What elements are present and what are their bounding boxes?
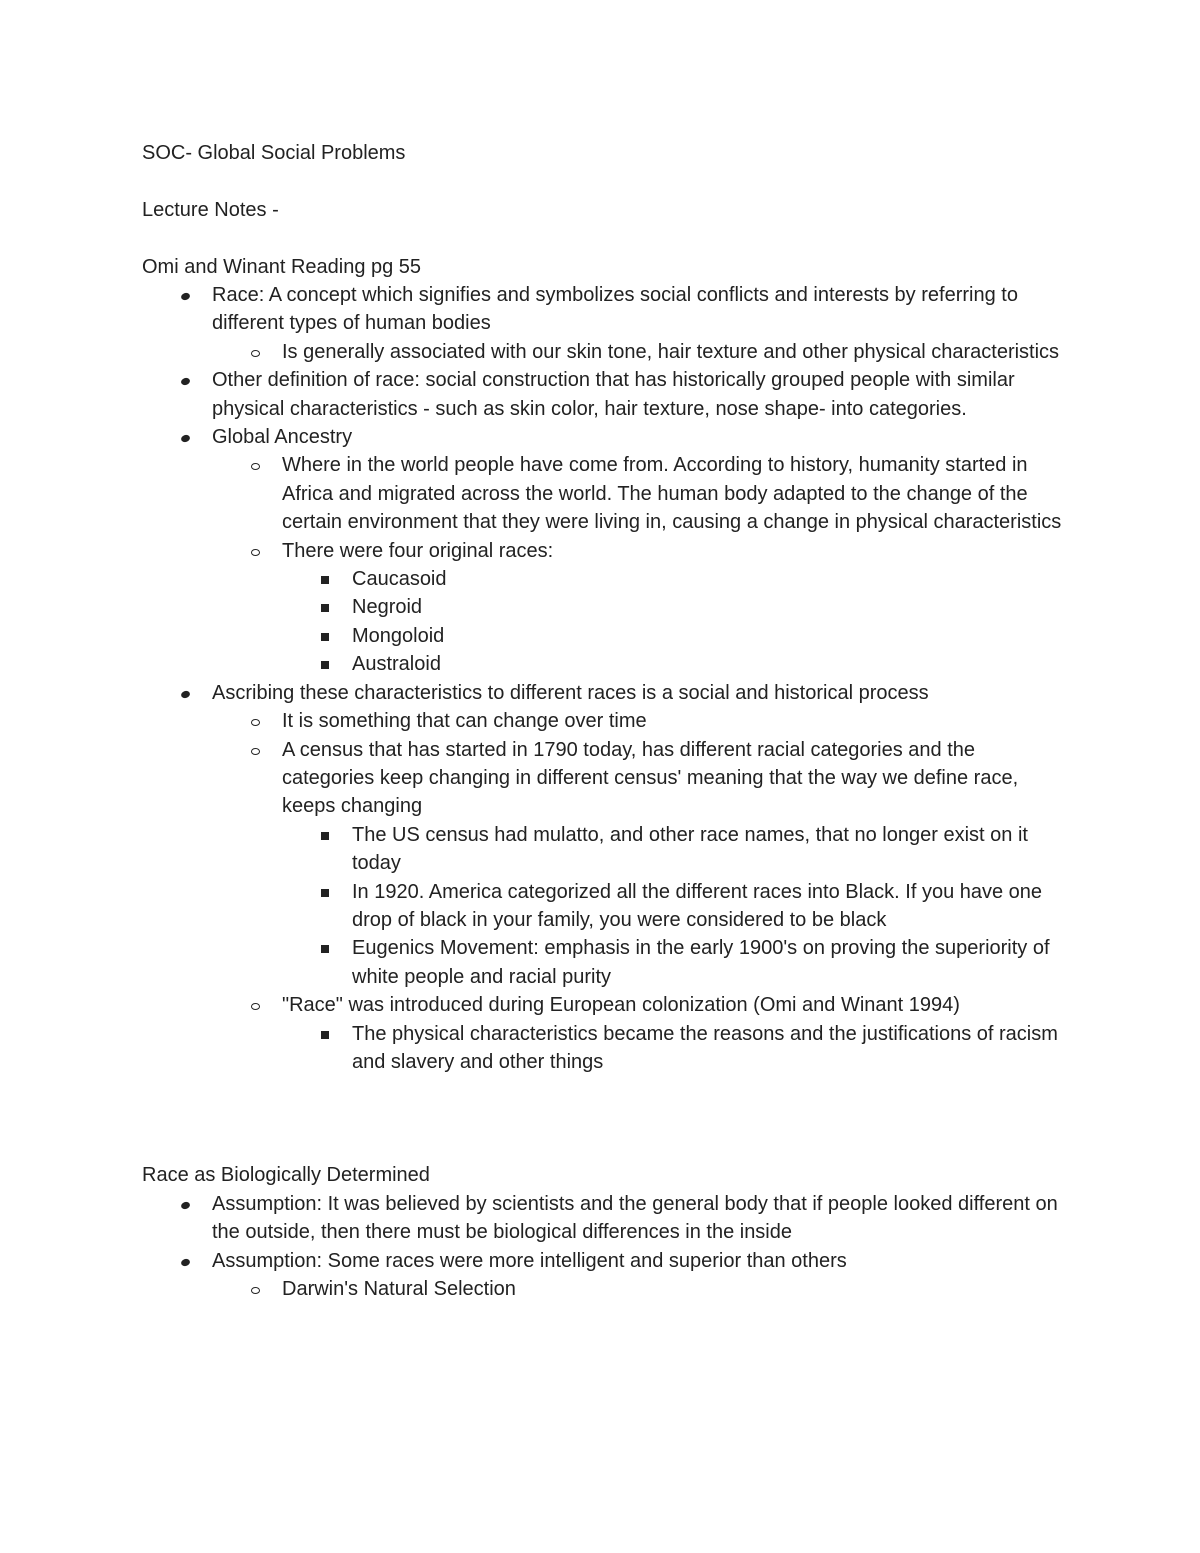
bullet-dot-icon bbox=[175, 366, 195, 394]
sub-list-item-text: Is generally associated with our skin tone, hair texture and other physical characteristics bbox=[282, 340, 1060, 363]
spacer bbox=[142, 224, 1072, 252]
bullet-circle-icon bbox=[245, 338, 265, 366]
list-item-text: Race: A concept which signifies and symbolizes social conflicts and interests by referring to different types of human bodies bbox=[212, 284, 1018, 335]
census-item bbox=[282, 934, 1072, 991]
spacer bbox=[142, 1076, 1072, 1161]
bullet-circle-icon bbox=[245, 1275, 265, 1303]
census-item bbox=[282, 878, 1072, 935]
races-list bbox=[282, 565, 1072, 679]
sub-list-item-text: It is something that can change over time bbox=[282, 710, 647, 733]
sub-list-item bbox=[212, 736, 1072, 992]
section-heading-biological: Race as Biologically Determined bbox=[142, 1164, 430, 1187]
section-heading-omi-winant: Omi and Winant Reading pg 55 bbox=[142, 255, 422, 278]
list-item-text: Global Ancestry bbox=[212, 426, 353, 449]
sub-list-item-text: There were four original races: bbox=[282, 539, 554, 562]
bullet-dot-icon bbox=[175, 281, 195, 309]
list-item bbox=[142, 1247, 1072, 1304]
sub-list-item bbox=[212, 338, 1072, 366]
list-item bbox=[142, 679, 1072, 1077]
colonization-list bbox=[282, 1020, 1072, 1077]
sub-list-item-text: Where in the world people have come from. According to history, humanity started in Africa and migrated across the world. The human body adapted to the change of the certain environment that they were living in, causing a change in physical characteristics bbox=[282, 454, 1062, 534]
bullet-dot-icon bbox=[175, 1247, 195, 1275]
sub-list bbox=[212, 451, 1072, 678]
race-item bbox=[282, 565, 1072, 593]
list-item-text: Assumption: Some races were more intelligent and superior than others bbox=[212, 1249, 847, 1272]
sub-list-item bbox=[212, 707, 1072, 735]
sub-list-item-text: A census that has started in 1790 today, has different racial categories and the categories keep changing in different census' meaning that the way we define race, keeps changing bbox=[282, 738, 1019, 818]
sub-list bbox=[212, 1275, 1072, 1303]
bullet-square-icon bbox=[315, 934, 335, 962]
bullet-circle-icon bbox=[245, 537, 265, 565]
sub-list bbox=[212, 338, 1072, 366]
bullet-square-icon bbox=[315, 821, 335, 849]
race-item bbox=[282, 622, 1072, 650]
bullet-circle-icon bbox=[245, 736, 265, 764]
sub-list bbox=[212, 707, 1072, 1076]
sub-list-item bbox=[212, 991, 1072, 1076]
race-item-text: Negroid bbox=[352, 596, 423, 619]
bullet-dot-icon bbox=[175, 679, 195, 707]
bullet-circle-icon bbox=[245, 991, 265, 1019]
document-subtitle: Lecture Notes - bbox=[142, 198, 279, 221]
bullet-square-icon bbox=[315, 622, 335, 650]
bullet-square-icon bbox=[315, 593, 335, 621]
race-item bbox=[282, 593, 1072, 621]
list-item bbox=[142, 423, 1072, 679]
list-item bbox=[142, 1190, 1072, 1247]
race-item-text: Mongoloid bbox=[352, 624, 445, 647]
bullet-square-icon bbox=[315, 878, 335, 906]
spacer bbox=[142, 167, 1072, 195]
census-item-text: In 1920. America categorized all the different races into Black. If you have one drop of black in your family, you were considered to be black bbox=[352, 880, 1043, 931]
sub-list-item-text: Darwin's Natural Selection bbox=[282, 1278, 516, 1300]
colonization-item-text: The physical characteristics became the reasons and the justifications of racism and slavery and other things bbox=[352, 1022, 1058, 1073]
sub-list-item bbox=[212, 451, 1072, 536]
bullet-circle-icon bbox=[245, 707, 265, 735]
sub-list-item bbox=[212, 1275, 1072, 1303]
census-item-text: Eugenics Movement: emphasis in the early 1900's on proving the superiority of white people and racial purity bbox=[352, 937, 1050, 988]
list-item bbox=[142, 281, 1072, 366]
list-item-text: Ascribing these characteristics to different races is a social and historical process bbox=[212, 681, 929, 704]
census-item bbox=[282, 821, 1072, 878]
list-item-text: Other definition of race: social construction that has historically grouped people with similar physical characteristics - such as skin color, hair texture, nose shape- into categories. bbox=[212, 369, 1015, 420]
bullet-circle-icon bbox=[245, 451, 265, 479]
sub-list-item bbox=[212, 537, 1072, 679]
document-title: SOC- Global Social Problems bbox=[142, 142, 406, 164]
bullet-square-icon bbox=[315, 565, 335, 593]
list-item bbox=[142, 366, 1072, 423]
race-item-text: Australoid bbox=[352, 653, 441, 676]
race-item bbox=[282, 650, 1072, 678]
colonization-item bbox=[282, 1020, 1072, 1077]
census-item-text: The US census had mulatto, and other race names, that no longer exist on it today bbox=[352, 823, 1028, 875]
bullet-dot-icon bbox=[175, 423, 195, 451]
race-item-text: Caucasoid bbox=[352, 568, 447, 591]
census-list bbox=[282, 821, 1072, 991]
section1-list bbox=[142, 281, 1072, 1076]
bullet-square-icon bbox=[315, 1020, 335, 1048]
bullet-square-icon bbox=[315, 650, 335, 678]
section2-list bbox=[142, 1190, 1072, 1304]
sub-list-item-text: "Race" was introduced during European colonization (Omi and Winant 1994) bbox=[282, 994, 960, 1017]
list-item-text: Assumption: It was believed by scientists and the general body that if people looked different on the outside, then there must be biological differences in the inside bbox=[212, 1192, 1058, 1244]
document-page bbox=[142, 139, 1072, 1303]
bullet-dot-icon bbox=[175, 1190, 195, 1218]
